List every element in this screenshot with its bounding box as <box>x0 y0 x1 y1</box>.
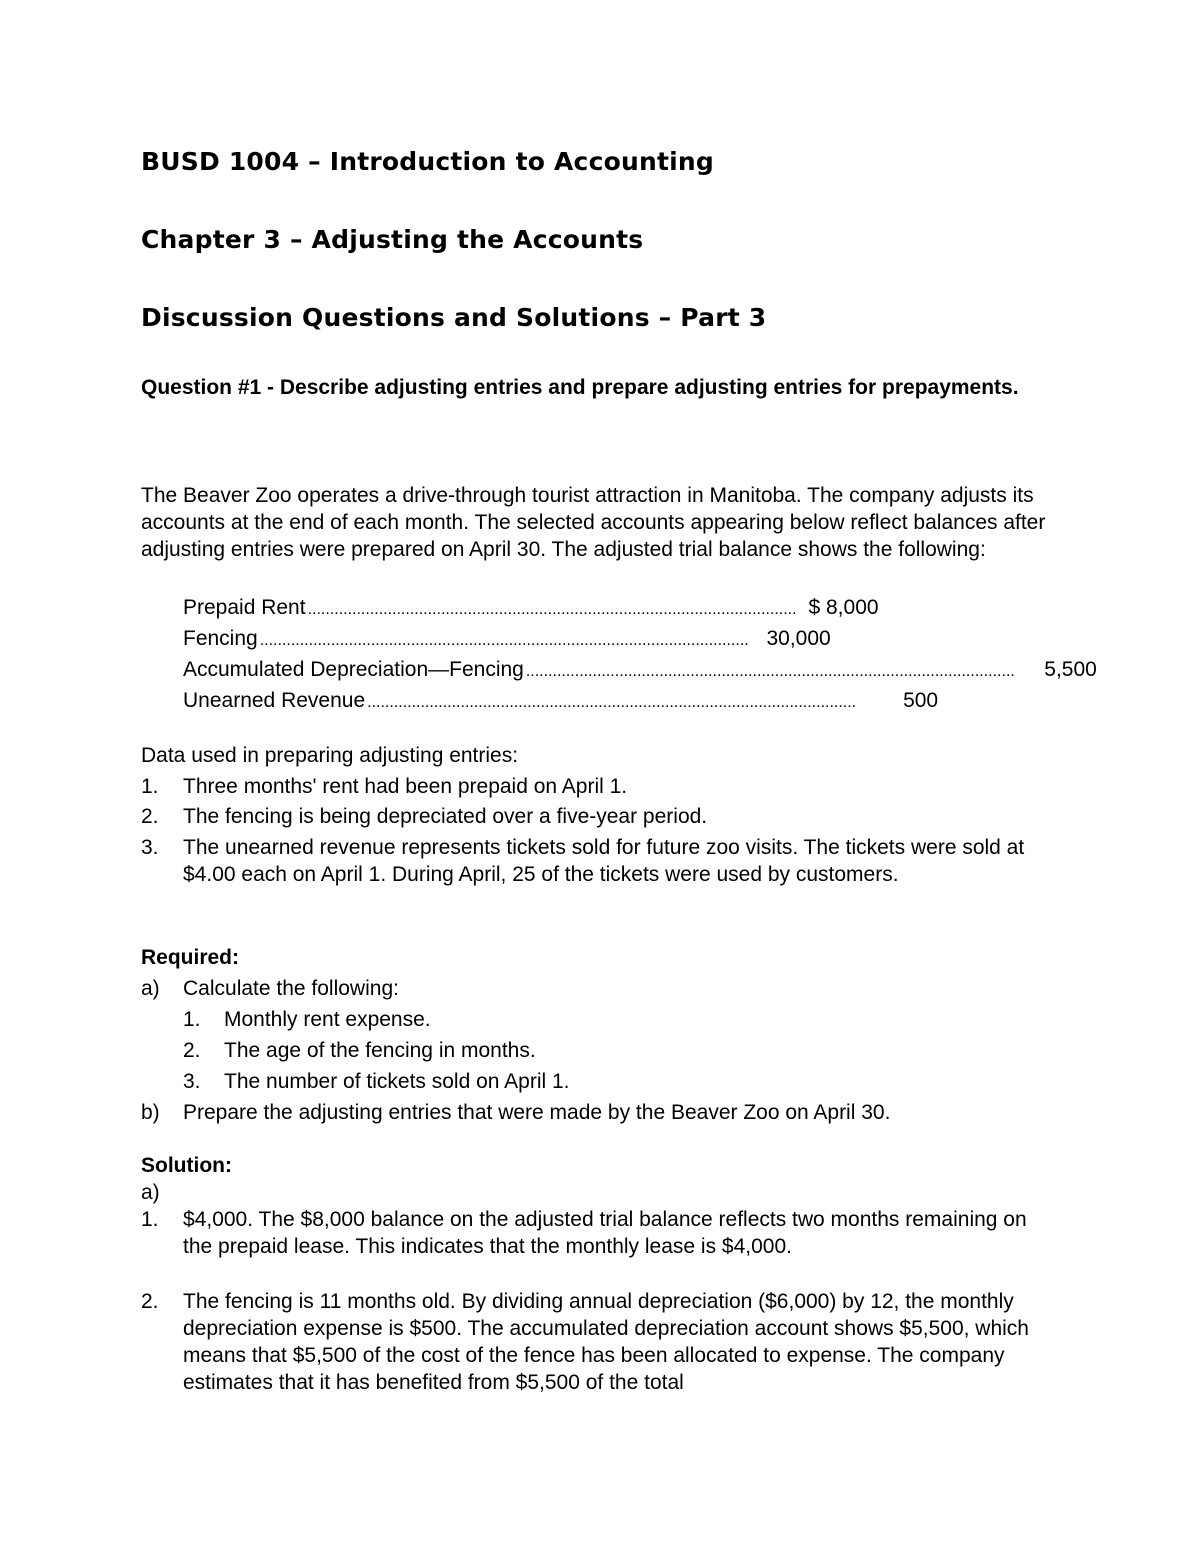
account-name: Prepaid Rent <box>183 596 306 619</box>
list-marker: 1. <box>141 775 159 798</box>
list-marker: 3. <box>141 836 159 859</box>
course-title: BUSD 1004 – Introduction to Accounting <box>141 147 714 176</box>
account-name: Fencing <box>183 627 258 650</box>
list-marker: 1. <box>183 1008 201 1031</box>
trial-balance-row <box>183 687 939 715</box>
list-marker: 2. <box>141 805 159 828</box>
trial-balance-row <box>183 594 879 622</box>
account-amount: $ 8,000 <box>808 596 879 619</box>
dot-leader: .............................................................................................................. <box>307 601 797 618</box>
data-intro: Data used in preparing adjusting entries: <box>141 744 519 767</box>
section-title: Discussion Questions and Solutions – Part 3 <box>141 303 767 332</box>
list-marker: a) <box>141 977 160 1000</box>
account-amount: 5,500 <box>1044 658 1097 681</box>
solution-a-label: a) <box>141 1181 160 1204</box>
list-text: Prepare the adjusting entries that were made by the Beaver Zoo on April 30. <box>183 1101 891 1124</box>
list-marker: 1. <box>141 1208 159 1231</box>
trial-balance-row <box>183 656 1097 684</box>
solution-label: Solution: <box>141 1154 232 1177</box>
chapter-title: Chapter 3 – Adjusting the Accounts <box>141 225 644 254</box>
account-name: Unearned Revenue <box>183 689 366 712</box>
intro-paragraph: The Beaver Zoo operates a drive-through tourist attraction in Manitoba. The company adjusts its accounts at the end of each month. The selected accounts appearing below reflect balances after adjusting entries were prepared on April 30. The adjusted trial balance shows the following: <box>141 484 1046 561</box>
dot-leader: .............................................................................................................. <box>259 632 749 649</box>
list-text: The unearned revenue represents tickets sold for future zoo visits. The tickets were sold at $4.00 each on April 1. During April, 25 of the tickets were used by customers. <box>183 836 1025 886</box>
list-marker: 2. <box>141 1290 159 1313</box>
list-marker: 3. <box>183 1070 201 1093</box>
list-text: Three months' rent had been prepaid on April 1. <box>183 775 628 798</box>
dot-leader: .............................................................................................................. <box>367 694 857 711</box>
list-text: The age of the fencing in months. <box>224 1039 536 1062</box>
list-text: Calculate the following: <box>183 977 399 1000</box>
question-heading: Question #1 - Describe adjusting entries and prepare adjusting entries for prepayments. <box>141 376 1019 399</box>
list-text: The fencing is 11 months old. By dividing annual depreciation ($6,000) by 12, the monthly depreciation expense is $500. The accumulated depreciation account shows $5,500, which means that $5,500 of the cost of the fence has been allocated to expense. The company estimates that it has benefited from $5,500 of the total <box>183 1290 1029 1394</box>
required-label: Required: <box>141 946 240 969</box>
account-name: Accumulated Depreciation—Fencing <box>183 658 524 681</box>
list-text: The number of tickets sold on April 1. <box>224 1070 570 1093</box>
list-marker: b) <box>141 1101 160 1124</box>
list-text: $4,000. The $8,000 balance on the adjusted trial balance reflects two months remaining on the prepaid lease. This indicates that the monthly lease is $4,000. <box>183 1208 1027 1258</box>
account-amount: 500 <box>903 689 939 712</box>
list-text: The fencing is being depreciated over a five-year period. <box>183 805 708 828</box>
account-amount: 30,000 <box>766 627 831 650</box>
trial-balance-row <box>183 625 831 653</box>
dot-leader: .............................................................................................................. <box>525 663 1015 680</box>
list-marker: 2. <box>183 1039 201 1062</box>
list-text: Monthly rent expense. <box>224 1008 431 1031</box>
